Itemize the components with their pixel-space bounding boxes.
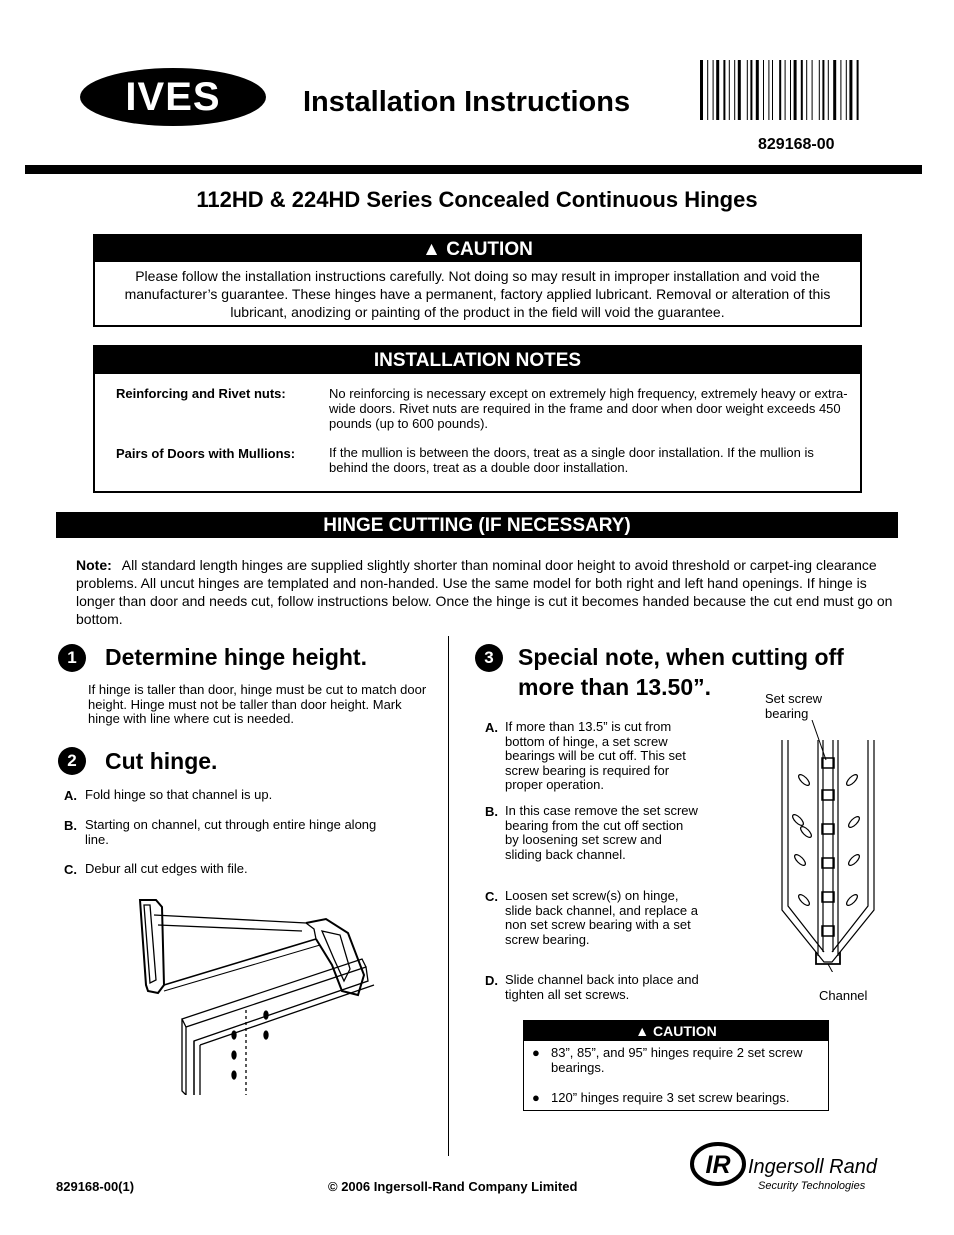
caution-header <box>95 236 860 262</box>
note-label-reinforcing: Reinforcing and Rivet nuts: <box>116 386 286 401</box>
logo-brand: Ingersoll Rand <box>748 1156 877 1178</box>
step-2-title: Cut hinge. <box>105 748 218 774</box>
step-number-3: 3 <box>475 644 503 672</box>
step-3-item-d-letter: D. <box>485 973 498 988</box>
caution-title: CAUTION <box>446 239 533 260</box>
step-2-item-c-letter: C. <box>64 862 77 877</box>
step-2-item-a-text: Fold hinge so that channel is up. <box>85 787 273 802</box>
ingersoll-rand-logo <box>690 1142 896 1194</box>
hinge-cutting-header: HINGE CUTTING (IF NECESSARY) <box>56 512 898 538</box>
step-3-item-c-letter: C. <box>485 889 498 904</box>
figure-label-set-screw: Set screw bearing <box>765 691 823 721</box>
step-3-item-d-text: Slide channel back into place and tighten all set screws. <box>505 972 699 1002</box>
note-text: All standard length hinges are supplied slightly shorter than nominal door height to avoid threshold or carpet-ing clearance problems. All uncut hinges are templated and non-handed. Use the same model for both right and left hand openings. If hinge is longer than door and needs cut, follow instructions below. Once the hinge is cut it becomes handed because the cut end must go on bottom. <box>76 557 893 627</box>
caution-bottom-header <box>524 1021 828 1041</box>
logo-mark: IR <box>705 1151 731 1179</box>
step-1-title: Determine hinge height. <box>105 644 367 670</box>
caution-bottom-title: CAUTION <box>652 1023 717 1039</box>
note-label-mullions: Pairs of Doors with Mullions: <box>116 446 296 461</box>
document-title: Installation Instructions <box>303 86 631 118</box>
document-subtitle: 112HD & 224HD Series Concealed Continuous Hinges <box>196 187 758 212</box>
column-divider <box>448 636 449 1156</box>
logo-sub: Security Technologies <box>758 1180 866 1192</box>
step-3-title: Special note, when cutting off more than 13.50”. <box>518 644 844 700</box>
note-text-reinforcing: No reinforcing is necessary except on extremely high frequency, extremely heavy or extra-wide doors. Rivet nuts are required in the frame and door when door weight exceeds 450 pounds (up to 600 pounds). <box>329 386 848 431</box>
hacksaw-cutting-illustration <box>136 895 380 1095</box>
caution-bullet-2: 120” hinges require 3 set screw bearings. <box>551 1090 790 1105</box>
footer-doc-number: 829168-00(1) <box>56 1179 135 1194</box>
hinge-channel-illustration <box>778 720 878 972</box>
hinge-cutting-note <box>76 556 898 628</box>
note-text-mullions: If the mullion is between the doors, treat as a single door installation. If the mullion is behind the doors, treat as a double door installation. <box>329 445 814 475</box>
installation-notes-header: INSTALLATION NOTES <box>95 347 860 374</box>
warning-icon: ▲ <box>422 239 441 260</box>
step-number-1: 1 <box>58 644 86 672</box>
header-rule <box>25 165 922 174</box>
bullet-dot: ● <box>532 1045 540 1060</box>
footer-copyright: © 2006 Ingersoll-Rand Company Limited <box>328 1179 578 1194</box>
warning-icon: ▲ <box>635 1023 650 1039</box>
caution-box <box>93 234 862 327</box>
logo-text: IVES <box>125 75 221 119</box>
caution-bullet-1: 83”, 85”, and 95” hinges require 2 set screw bearings. <box>551 1045 803 1075</box>
step-3-item-b-letter: B. <box>485 804 498 819</box>
bullet-dot: ● <box>532 1090 540 1105</box>
step-3-item-a-letter: A. <box>485 720 498 735</box>
ives-logo <box>78 66 268 128</box>
document-number: 829168-00 <box>758 136 835 153</box>
step-1-text: If hinge is taller than door, hinge must be cut to match door height. Hinge must not be taller than door height. Mark hinge with line where cut is needed. <box>88 682 427 726</box>
note-label: Note: <box>76 557 112 573</box>
step-3-item-a-text: If more than 13.5” is cut from bottom of hinge, a set screw bearings will be cut off. This set screw bearing is required for proper operation. <box>505 719 686 792</box>
barcode <box>700 60 900 120</box>
step-3-item-c-text: Loosen set screw(s) on hinge, slide back channel, and replace a non set screw bearing with a set screw bearing. <box>505 888 698 947</box>
figure-label-channel: Channel <box>819 988 868 1003</box>
step-2-item-b-text: Starting on channel, cut through entire hinge along line. <box>85 817 377 847</box>
step-2-item-a-letter: A. <box>64 788 77 803</box>
step-2-item-b-letter: B. <box>64 818 77 833</box>
step-2-item-c-text: Debur all cut edges with file. <box>85 861 248 876</box>
step-number-2: 2 <box>58 747 86 775</box>
step-3-item-b-text: In this case remove the set screw bearing from the cut off section by loosening set screw and sliding back channel. <box>505 803 698 862</box>
caution-text: Please follow the installation instructions carefully. Not doing so may result in improper installation and void the manufacturer’s guarantee. These hinges have a permanent, factory applied lubricant. Removal or alteration of this lubricant, anodizing or painting of the product in the field will void the guarantee. <box>124 268 831 320</box>
